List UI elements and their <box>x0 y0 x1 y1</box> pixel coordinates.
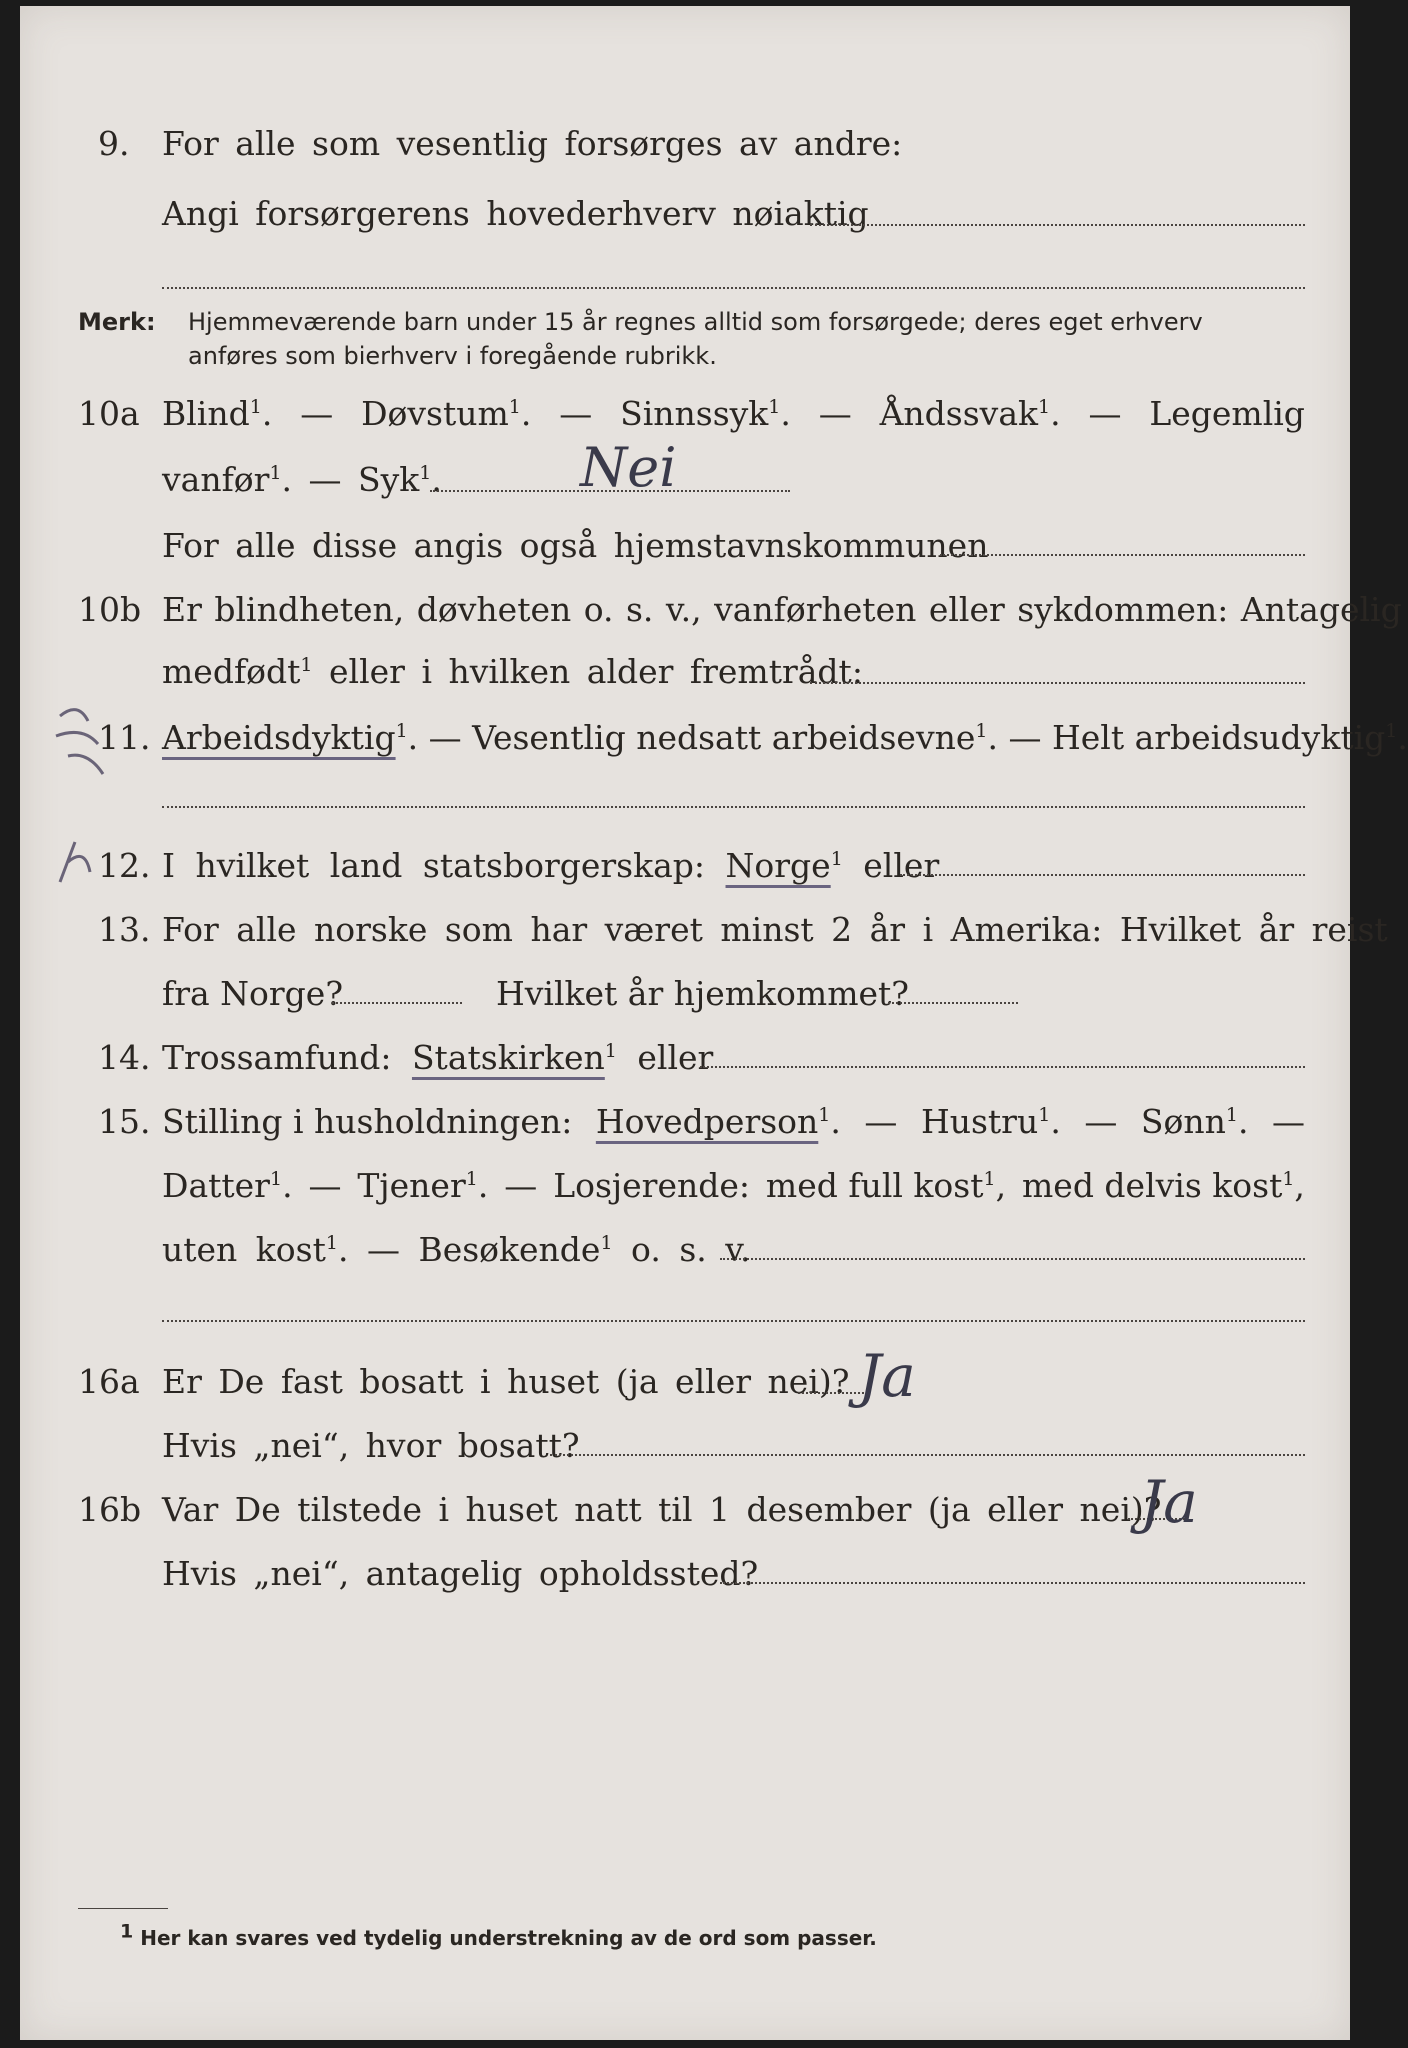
q11-arbeidsdyktig: Arbeidsdyktig <box>162 718 396 757</box>
q15-hovedperson: Hovedperson <box>595 1102 819 1141</box>
census-form-page <box>20 6 1408 2040</box>
q9-number: 9. <box>98 124 130 163</box>
q13-fra-norge: fra Norge? <box>162 974 344 1013</box>
q15-answer-line <box>720 1258 1305 1260</box>
q10a-line1 <box>162 394 1305 433</box>
q16a-line2: Hvis „nei“, hvor bosatt? <box>162 1426 580 1465</box>
q10a-dash4: — <box>1088 394 1122 433</box>
q15-line3: uten kost$^1$. — Besøkende$^1$ o. s. v. <box>162 1230 751 1269</box>
q14-answer-line <box>700 1066 1305 1068</box>
merk-line1: Hjemmeværende barn under 15 år regnes alltid som forsørgede; deres eget erhverv <box>188 308 1203 336</box>
q13-number: 13. <box>98 910 151 949</box>
q10a-sinnssyk: Sinnssyk$^1$. <box>620 394 791 433</box>
q9-answer-line <box>810 224 1305 226</box>
q14-number: 14. <box>98 1038 151 1077</box>
q10a-andssvak: Åndssvak$^1$. <box>879 394 1061 433</box>
q11-number: 11. <box>98 718 151 757</box>
q10a-kommune-answer-line <box>940 554 1305 556</box>
q15-line1: Stilling i husholdningen: Hovedperson$^1$. — Hustru$^1$. — Sønn$^1$. — <box>162 1102 1305 1141</box>
q13-hjemkommet: Hvilket år hjemkommet? <box>496 974 909 1013</box>
q12-norge: Norge <box>725 846 831 885</box>
q10b-line2: medfødt$^1$ eller i hvilken alder fremtrådt: <box>162 652 863 691</box>
q10a-dash3: — <box>818 394 852 433</box>
q10a-dash2: — <box>559 394 593 433</box>
q16b-opholdssted-answer-line <box>720 1582 1305 1584</box>
q10a-dovstum: Døvstum$^1$. <box>361 394 532 433</box>
q13-reist-answer-line <box>332 1002 462 1004</box>
q12-answer-line <box>900 874 1305 876</box>
q9-line2: Angi forsørgerens hovederhverv nøiaktig <box>162 194 869 233</box>
margin-pencil-mark-12 <box>50 832 100 892</box>
q16a-bosatt-answer-line <box>550 1454 1305 1456</box>
q12-number: 12. <box>98 846 151 885</box>
margin-pencil-mark-11 <box>48 696 118 786</box>
q10a-line3: For alle disse angis også hjemstavnskommunen <box>162 526 989 565</box>
q16a-number: 16a <box>78 1362 140 1401</box>
q9-line1: For alle som vesentlig forsørges av andre: <box>162 124 903 163</box>
q13-line1: For alle norske som har været minst 2 år i Amerika: Hvilket år reist <box>162 910 1388 949</box>
q15-answer-line-2 <box>162 1320 1305 1322</box>
q10a-dash1: — <box>300 394 334 433</box>
q14-line1: Trossamfund: Statskirken$^1$ eller <box>162 1038 714 1077</box>
footnote: 1 Her kan svares ved tydelig understrekning av de ord som passer. <box>120 1920 877 1950</box>
footnote-separator <box>78 1908 168 1909</box>
q15-line2: Datter$^1$. — Tjener$^1$. — Losjerende: med full kost$^1$, med delvis kost$^1$, <box>162 1166 1305 1205</box>
q14-statskirken: Statskirken <box>411 1038 605 1077</box>
q10b-answer-line <box>810 682 1305 684</box>
q10a-blind: Blind$^1$. <box>162 394 273 433</box>
q16b-number: 16b <box>78 1490 142 1529</box>
q16a-line1: Er De fast bosatt i huset (ja eller nei)? <box>162 1362 850 1401</box>
q10a-legemlig: Legemlig <box>1149 394 1305 433</box>
merk-line2: anføres som bierhverv i foregående rubrikk. <box>188 342 717 370</box>
q13-hjemkommet-answer-line <box>888 1002 1018 1004</box>
q16b-handwritten-answer: Ja <box>1140 1468 1198 1536</box>
q15-number: 15. <box>98 1102 151 1141</box>
q12-line1: I hvilket land statsborgerskap: Norge$^1$ eller <box>162 846 940 885</box>
q16b-line1: Var De tilstede i huset natt til 1 desember (ja eller nei)? <box>162 1490 1162 1529</box>
q10a-number: 10a <box>78 394 140 433</box>
merk-label: Merk: <box>78 308 156 336</box>
q10b-line1: Er blindheten, døvheten o. s. v., vanførheten eller sykdommen: Antagelig <box>162 590 1402 629</box>
q9-answer-line-2 <box>162 287 1305 289</box>
q10a-handwritten-answer: Nei <box>580 436 677 499</box>
q11-line1: Arbeidsdyktig$^1$. — Vesentlig nedsatt arbeidsevne$^1$. — Helt arbeidsudyktig$^1$. <box>162 718 1408 757</box>
q16b-line2: Hvis „nei“, antagelig opholdssted? <box>162 1554 759 1593</box>
q11-answer-line <box>162 806 1305 808</box>
q16a-handwritten-answer: Ja <box>858 1342 916 1410</box>
q10b-number: 10b <box>78 590 142 629</box>
q10a-line2: vanfør$^1$. — Syk$^1$. <box>162 460 442 499</box>
